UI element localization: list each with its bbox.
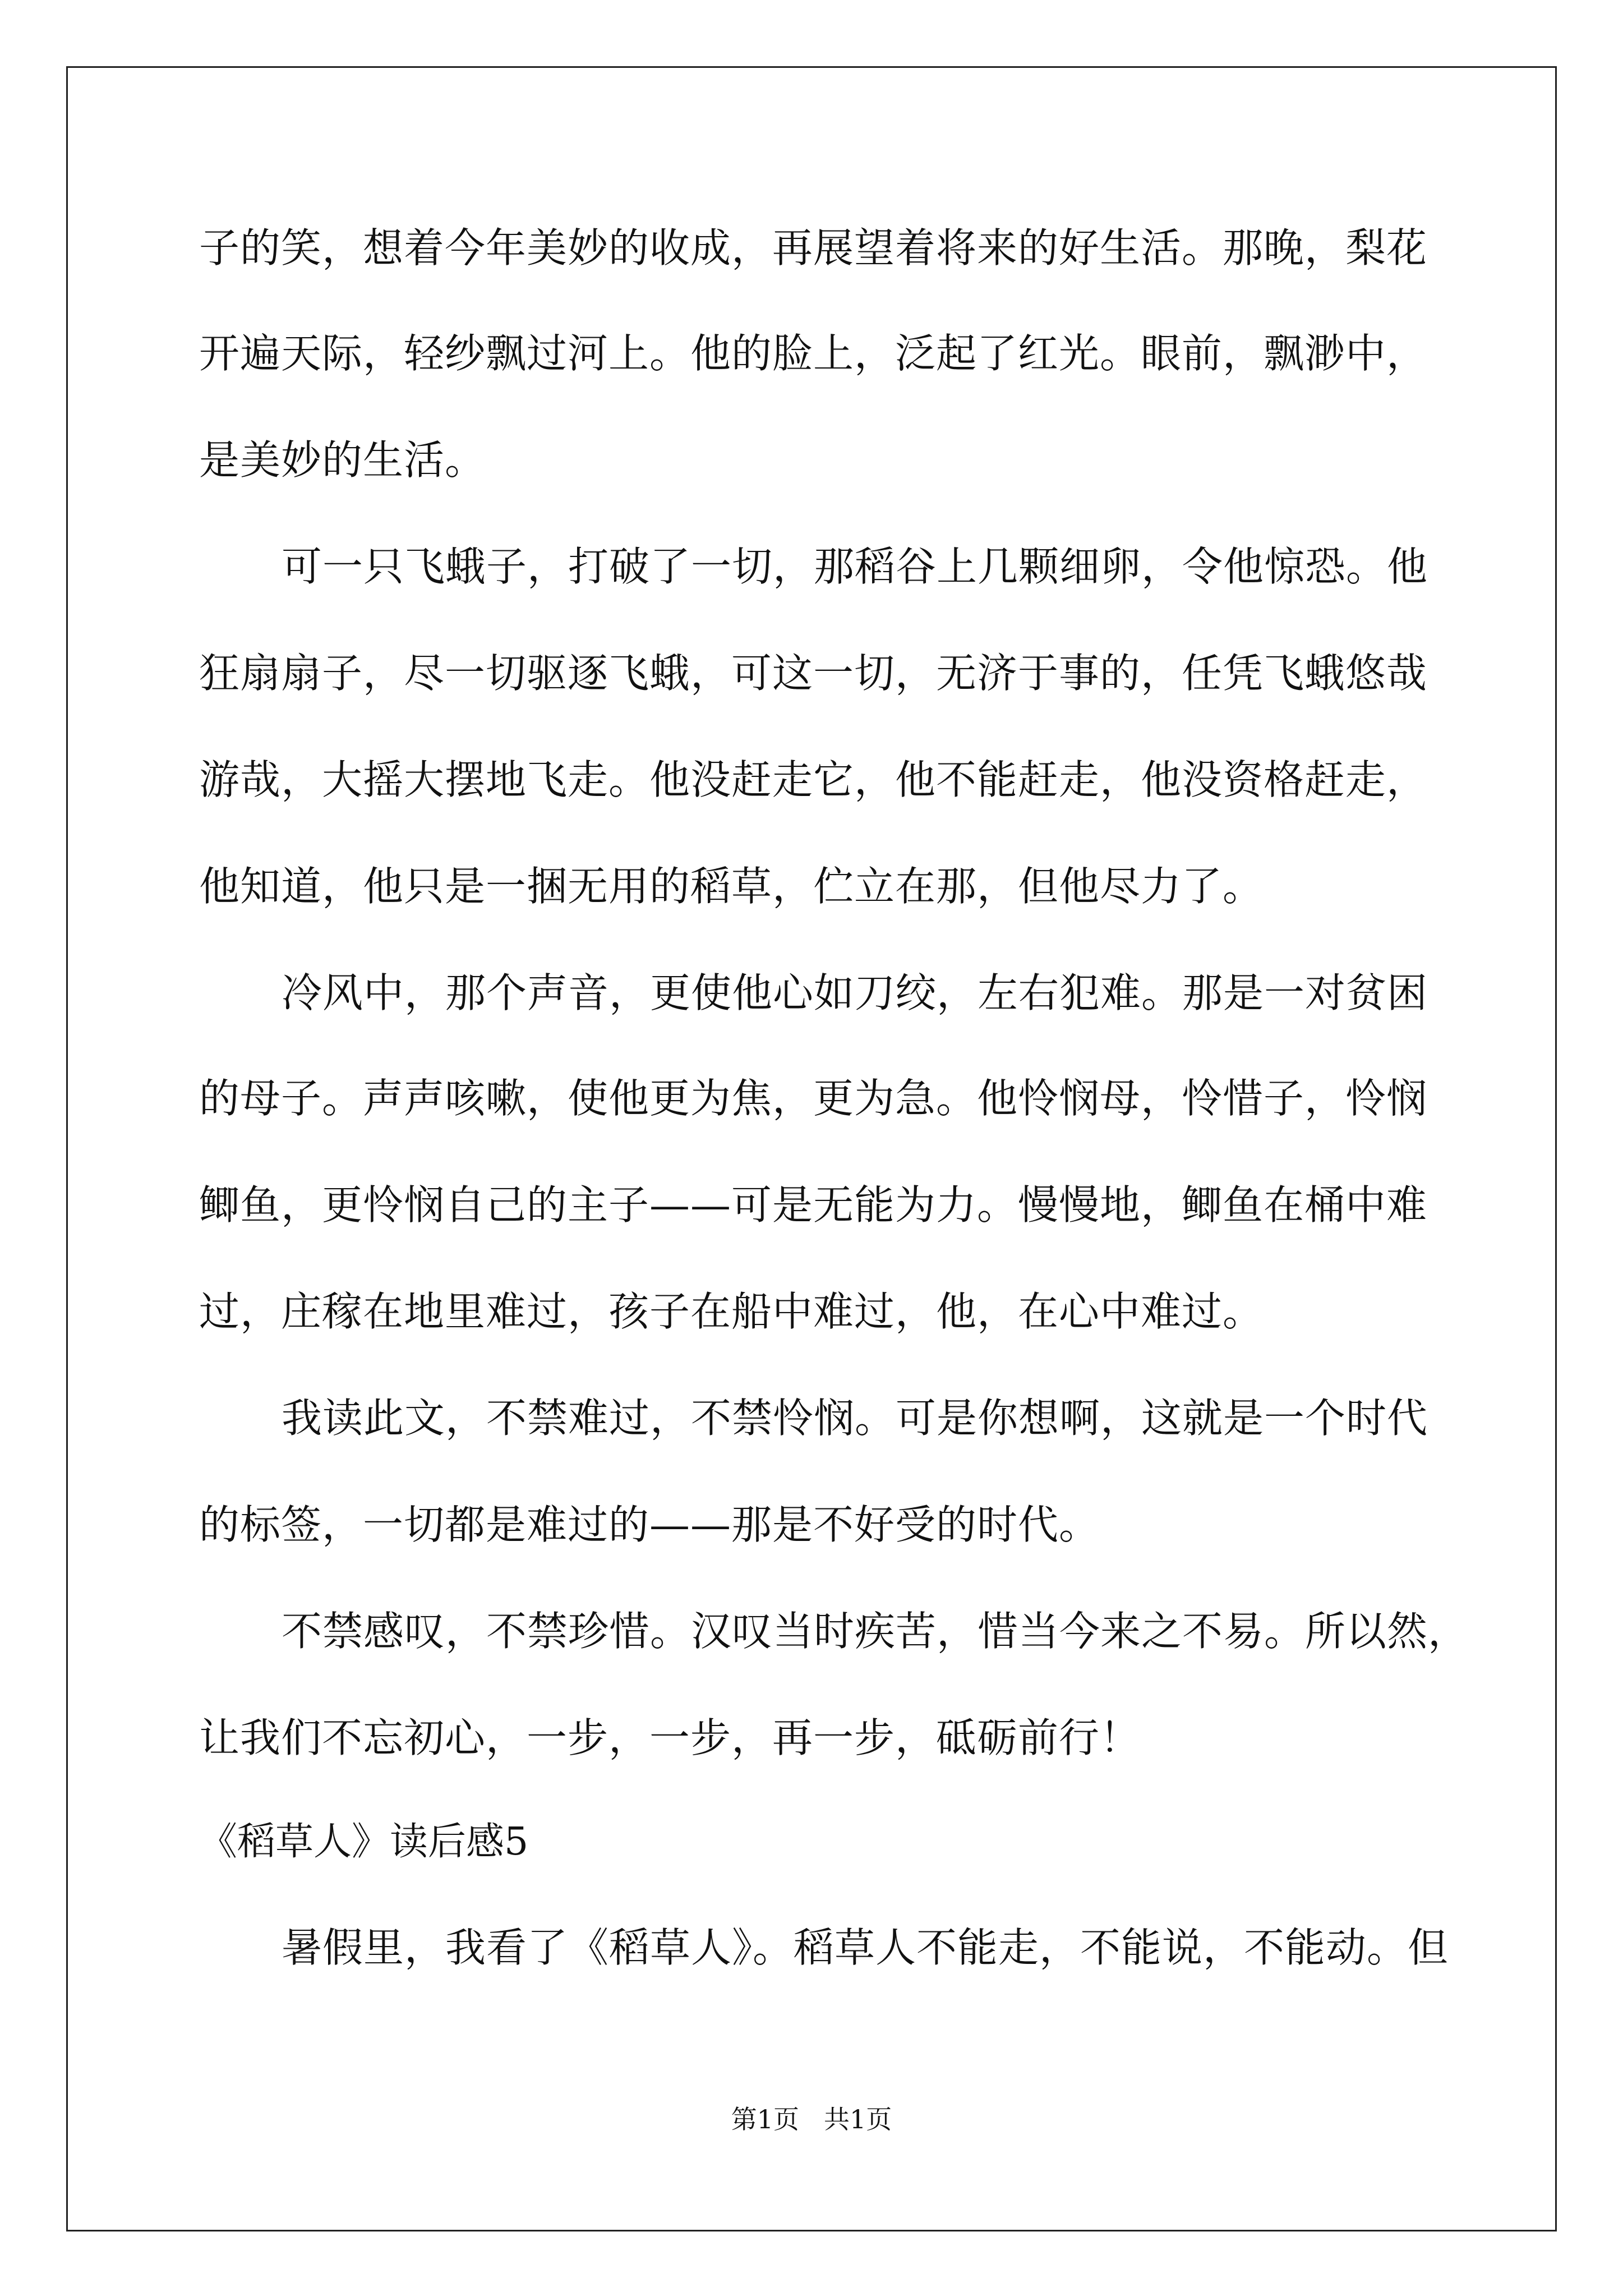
section-title: 《稻草人》读后感5 xyxy=(199,1820,529,1864)
text-line: 的标签，一切都是难过的——那是不好受的时代。 xyxy=(199,1501,1100,1548)
paragraph-start-line: 冷风中，那个声音，更使他心如刀绞，左右犯难。那是一对贫困 xyxy=(282,969,1428,1016)
text-line: 他知道，他只是一捆无用的稻草，伫立在那，但他尽力了。 xyxy=(199,863,1264,910)
paragraph-start-line: 我读此文，不禁难过，不禁怜悯。可是你想啊，这就是一个时代 xyxy=(282,1395,1428,1442)
page-number: 第1页 xyxy=(731,2104,799,2134)
text-line: 游哉，大摇大摆地飞走。他没赶走它，他不能赶走，他没资格赶走， xyxy=(199,756,1428,803)
page-footer xyxy=(0,2102,1623,2136)
text-line: 是美妙的生活。 xyxy=(199,436,486,484)
paragraph-start-line: 不禁感叹，不禁珍惜。汉叹当时疾苦，惜当今来之不易。所以然， xyxy=(282,1608,1469,1655)
paragraph-start-line: 暑假里，我看了《稻草人》。稻草人不能走，不能说，不能动。但 xyxy=(282,1924,1449,1971)
text-line: 子的笑，想着今年美妙的收成，再展望着将来的好生活。那晚，梨花 xyxy=(199,224,1428,272)
text-line: 让我们不忘初心，一步，一步，再一步，砥砺前行！ xyxy=(199,1714,1141,1761)
text-line: 狂扇扇子，尽一切驱逐飞蛾，可这一切，无济于事的，任凭飞蛾悠哉 xyxy=(199,650,1428,697)
text-line: 的母子。声声咳嗽，使他更为焦，更为急。他怜悯母，怜惜子，怜悯 xyxy=(199,1075,1428,1122)
page-border xyxy=(66,66,1557,2231)
text-line: 鲫鱼，更怜悯自己的主子——可是无能为力。慢慢地，鲫鱼在桶中难 xyxy=(199,1181,1428,1228)
total-pages: 共1页 xyxy=(824,2104,892,2134)
paragraph-start-line: 可一只飞蛾子，打破了一切，那稻谷上几颗细卵，令他惊恐。他 xyxy=(282,543,1428,590)
text-line: 开遍天际，轻纱飘过河上。他的脸上，泛起了红光。眼前，飘渺中， xyxy=(199,330,1428,377)
text-line: 过，庄稼在地里难过，孩子在船中难过，他，在心中难过。 xyxy=(199,1288,1264,1335)
